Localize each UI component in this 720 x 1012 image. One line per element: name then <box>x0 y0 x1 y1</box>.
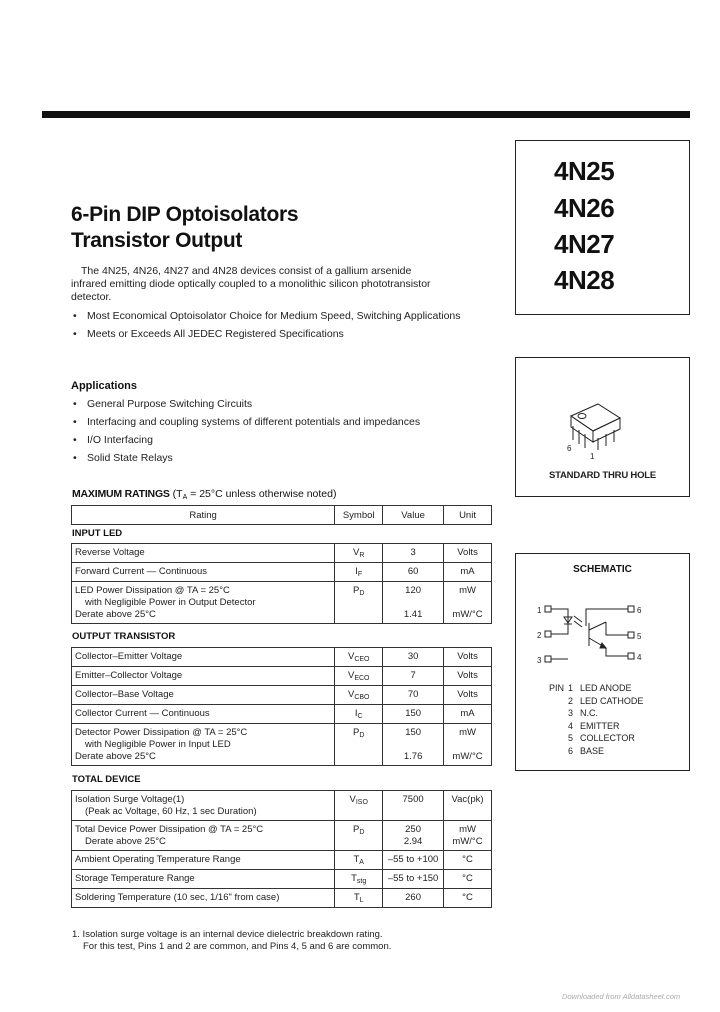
unit-cell <box>444 821 492 851</box>
symbol-text: V <box>347 689 355 700</box>
pin-row <box>549 682 643 695</box>
table-row <box>72 889 492 908</box>
symbol-subscript: stg <box>356 878 367 885</box>
value-cell <box>383 648 444 667</box>
value-text: 60 <box>407 566 419 577</box>
symbol-subscript: CEO <box>354 656 370 663</box>
unit-cell <box>444 563 492 582</box>
applications-heading: Applications <box>71 380 138 392</box>
table-row <box>72 544 492 563</box>
schematic-box <box>515 553 690 771</box>
application-item: • Solid State Relays <box>73 452 173 464</box>
pin-header: PIN <box>549 683 565 693</box>
table-body <box>72 791 492 908</box>
unit-text: mA <box>460 566 475 577</box>
value-cell <box>383 791 444 821</box>
footnote <box>72 929 391 953</box>
pin-number: 2 <box>568 695 574 706</box>
value-text: 120 <box>405 585 422 596</box>
rating-cell <box>72 870 335 889</box>
pin-number: 4 <box>568 720 574 731</box>
unit-text: Volts <box>457 689 478 700</box>
unit-cell <box>444 870 492 889</box>
rating-text: Forward Current — Continuous <box>75 566 207 577</box>
footnote-line: For this test, Pins 1 and 2 are common, and Pins 4, 5 and 6 are common. <box>83 941 392 952</box>
part-number: 4N27 <box>554 229 615 259</box>
table-header-row <box>72 506 492 525</box>
unit-cell <box>444 705 492 724</box>
intro-line: detector. <box>71 291 112 303</box>
pin-row <box>549 745 643 758</box>
value-text: 7 <box>410 670 416 681</box>
max-ratings-title <box>72 488 336 500</box>
unit-cell <box>444 851 492 870</box>
unit-text: mA <box>460 708 475 719</box>
value-cell <box>383 544 444 563</box>
pin-row <box>549 707 643 720</box>
unit-text: mW <box>459 824 476 835</box>
feature-item: • Most Economical Optoisolator Choice for Medium Speed, Switching Applications <box>73 310 461 322</box>
value-text: 3 <box>410 547 416 558</box>
value-cell <box>383 870 444 889</box>
conditions-subscript: A <box>182 494 188 501</box>
part-number-box <box>515 140 690 315</box>
pin-row <box>549 720 643 733</box>
pin-row <box>549 695 643 708</box>
symbol-cell <box>335 667 383 686</box>
value-cell <box>383 889 444 908</box>
application-text: Interfacing and coupling systems of different potentials and impedances <box>87 416 421 428</box>
rating-cell <box>72 544 335 563</box>
symbol-text: I <box>354 708 358 719</box>
rating-text: Isolation Surge Voltage(1) <box>75 794 185 805</box>
rating-text: Collector Current — Continuous <box>75 708 210 719</box>
pin-table <box>549 682 643 757</box>
table-row <box>72 705 492 724</box>
value-cell <box>383 563 444 582</box>
intro-line: The 4N25, 4N26, 4N27 and 4N28 devices consist of a gallium arsenide <box>81 265 412 277</box>
unit-text: mW <box>459 585 476 596</box>
pin-name: COLLECTOR <box>580 733 635 743</box>
value-cell <box>383 705 444 724</box>
rating-text: Storage Temperature Range <box>75 873 195 884</box>
unit-text: °C <box>462 854 473 865</box>
symbol-cell <box>335 648 383 667</box>
application-text: General Purpose Switching Circuits <box>87 398 253 410</box>
application-text: Solid State Relays <box>87 452 173 464</box>
rating-text: LED Power Dissipation @ TA = 25°C <box>75 585 230 596</box>
unit-cell <box>444 791 492 821</box>
pin-name: N.C. <box>580 708 598 718</box>
feature-text: Meets or Exceeds All JEDEC Registered Specifications <box>87 328 344 340</box>
value-text: 150 <box>405 727 422 738</box>
symbol-subscript: ISO <box>355 799 368 806</box>
unit-text: °C <box>462 892 473 903</box>
symbol-subscript: C <box>357 713 363 720</box>
unit-text: mW/°C <box>452 609 483 620</box>
schematic-pin-number: 2 <box>537 631 542 640</box>
conditions-text: = 25°C unless otherwise noted) <box>187 488 337 500</box>
symbol-cell <box>335 705 383 724</box>
schematic-title: SCHEMATIC <box>573 564 632 575</box>
rating-text: with Negligible Power in Output Detector <box>85 597 256 608</box>
rating-cell <box>72 889 335 908</box>
section-label: TOTAL DEVICE <box>72 774 141 785</box>
column-header: Unit <box>444 506 492 525</box>
symbol-cell <box>335 686 383 705</box>
schematic-pin-number: 6 <box>637 606 642 615</box>
part-number: 4N26 <box>554 193 615 223</box>
rating-cell <box>72 667 335 686</box>
table-row <box>72 686 492 705</box>
package-label: STANDARD THRU HOLE <box>548 470 657 481</box>
value-cell <box>383 667 444 686</box>
symbol-cell <box>335 821 383 851</box>
package-pin-label: 6 <box>567 444 572 453</box>
table-row <box>72 667 492 686</box>
symbol-subscript: D <box>359 732 365 739</box>
schematic-pin-number: 5 <box>637 632 642 641</box>
unit-text: Volts <box>457 547 478 558</box>
column-header: Symbol <box>335 506 383 525</box>
symbol-text: P <box>353 585 360 596</box>
symbol-cell <box>335 582 383 624</box>
application-item: • Interfacing and coupling systems of different potentials and impedances <box>73 416 421 428</box>
part-number: 4N28 <box>554 265 615 295</box>
value-text: 1.41 <box>403 609 423 620</box>
symbol-text: T <box>351 873 357 884</box>
value-text: –55 to +100 <box>387 854 439 865</box>
symbol-subscript: D <box>359 829 365 836</box>
rating-cell <box>72 821 335 851</box>
rating-text: Reverse Voltage <box>75 547 145 558</box>
value-text: 2.94 <box>403 836 423 847</box>
symbol-text: V <box>353 547 360 558</box>
unit-text: Volts <box>457 670 478 681</box>
unit-text: Volts <box>457 651 478 662</box>
column-header: Rating <box>72 506 335 525</box>
feature-text: Most Economical Optoisolator Choice for Medium Speed, Switching Applications <box>87 310 461 322</box>
pin-name: BASE <box>580 745 605 756</box>
rating-text: Total Device Power Dissipation @ TA = 25°C <box>75 824 264 835</box>
pin-row <box>549 732 643 745</box>
table-row <box>72 870 492 889</box>
unit-text <box>447 739 488 751</box>
rating-text: Collector–Emitter Voltage <box>75 651 183 662</box>
value-text: 150 <box>405 708 422 719</box>
value-text: 1.76 <box>403 751 423 762</box>
unit-text <box>447 597 488 609</box>
symbol-subscript: ECO <box>354 675 370 682</box>
unit-cell <box>444 686 492 705</box>
table-body <box>72 648 492 766</box>
symbol-text: P <box>352 824 360 835</box>
unit-cell <box>444 667 492 686</box>
rating-cell <box>72 582 335 624</box>
table-row <box>72 582 492 624</box>
symbol-cell <box>335 563 383 582</box>
value-text <box>386 597 440 609</box>
rating-text: Soldering Temperature (10 sec, 1/16" from case) <box>75 892 280 903</box>
unit-text: °C <box>462 873 473 884</box>
watermark: Downloaded from Alldatasheet.com <box>562 992 681 1001</box>
column-header: Value <box>383 506 444 525</box>
value-text: 30 <box>407 651 419 662</box>
value-text: 70 <box>407 689 419 700</box>
intro-line: infrared emitting diode optically coupled to a monolithic silicon phototransistor <box>71 278 431 290</box>
schematic-pin-number: 4 <box>637 653 642 662</box>
rating-text: Ambient Operating Temperature Range <box>75 854 241 865</box>
rating-text: Detector Power Dissipation @ TA = 25°C <box>75 727 248 738</box>
output-transistor-table <box>71 647 492 766</box>
symbol-text: P <box>353 727 360 738</box>
symbol-text: T <box>353 892 360 903</box>
symbol-text: V <box>347 670 355 681</box>
header-rule <box>42 111 690 118</box>
symbol-cell <box>335 544 383 563</box>
pin-name: EMITTER <box>580 720 620 731</box>
value-cell <box>383 686 444 705</box>
unit-text: mW/°C <box>452 836 483 847</box>
unit-cell <box>444 724 492 766</box>
rating-text: Derate above 25°C <box>85 836 166 847</box>
total-device-table <box>71 790 492 908</box>
symbol-subscript: A <box>359 859 364 866</box>
symbol-subscript: L <box>359 897 364 904</box>
rating-cell <box>72 648 335 667</box>
input-led-table <box>71 543 492 624</box>
rating-text: Collector–Base Voltage <box>75 689 174 700</box>
rating-cell <box>72 851 335 870</box>
rating-text: with Negligible Power in Input LED <box>85 739 231 750</box>
unit-cell <box>444 648 492 667</box>
doc-subtitle: Transistor Output <box>71 229 243 252</box>
rating-cell <box>72 686 335 705</box>
symbol-text: T <box>353 854 360 865</box>
ratings-header-table <box>71 505 492 525</box>
rating-cell <box>72 791 335 821</box>
application-item: • I/O Interfacing <box>73 434 153 446</box>
value-text: 260 <box>405 892 421 903</box>
symbol-subscript: F <box>357 571 363 578</box>
value-text <box>386 739 440 751</box>
rating-cell <box>72 724 335 766</box>
schematic-pin-number: 3 <box>537 656 542 665</box>
value-cell <box>383 821 444 851</box>
pin-name: LED ANODE <box>580 683 632 693</box>
schematic-pin-number: 1 <box>537 606 542 615</box>
rating-cell <box>72 563 335 582</box>
max-ratings-heading: MAXIMUM RATINGS <box>72 488 170 500</box>
unit-text: mW/°C <box>452 751 483 762</box>
value-cell <box>383 724 444 766</box>
symbol-cell <box>335 791 383 821</box>
value-cell <box>383 851 444 870</box>
table-row <box>72 563 492 582</box>
application-item: • General Purpose Switching Circuits <box>73 398 253 410</box>
unit-cell <box>444 889 492 908</box>
part-number: 4N25 <box>554 156 615 186</box>
unit-text: Vac(pk) <box>451 794 484 805</box>
feature-item: • Meets or Exceeds All JEDEC Registered Specifications <box>73 328 344 340</box>
table-row <box>72 851 492 870</box>
package-box <box>515 357 690 497</box>
value-text: –55 to +150 <box>387 873 439 884</box>
symbol-cell <box>335 870 383 889</box>
value-text: 250 <box>405 824 421 835</box>
pin-number: 6 <box>568 745 574 756</box>
pin-number: 3 <box>568 708 574 718</box>
pin-name: LED CATHODE <box>580 695 644 706</box>
value-cell <box>383 582 444 624</box>
footnote-line: 1. Isolation surge voltage is an internal device dielectric breakdown rating. <box>72 929 383 940</box>
conditions-text: (T <box>172 488 183 500</box>
doc-title: 6-Pin DIP Optoisolators <box>71 203 299 226</box>
symbol-text: I <box>355 566 358 577</box>
package-pin-label: 1 <box>590 452 595 461</box>
table-row <box>72 648 492 667</box>
symbol-text: V <box>349 794 356 805</box>
rating-text: Derate above 25°C <box>75 609 156 620</box>
rating-text: Derate above 25°C <box>75 751 156 762</box>
section-label: INPUT LED <box>72 528 123 539</box>
symbol-subscript: D <box>359 590 365 597</box>
pin-number: 1 <box>568 683 574 693</box>
symbol-text: V <box>347 651 355 662</box>
symbol-subscript: CBO <box>354 694 370 701</box>
value-text: 7500 <box>402 794 424 805</box>
unit-cell <box>444 544 492 563</box>
table-body <box>72 544 492 624</box>
rating-text: (Peak ac Voltage, 60 Hz, 1 sec Duration) <box>85 806 257 817</box>
unit-text: mW <box>459 727 476 738</box>
schematic-diagram <box>516 554 689 674</box>
table-row <box>72 821 492 851</box>
symbol-cell <box>335 889 383 908</box>
symbol-subscript: R <box>359 552 365 559</box>
symbol-cell <box>335 724 383 766</box>
unit-cell <box>444 582 492 624</box>
pin-number: 5 <box>568 733 574 743</box>
rating-cell <box>72 705 335 724</box>
table-row <box>72 724 492 766</box>
section-label: OUTPUT TRANSISTOR <box>72 631 176 642</box>
table-row <box>72 791 492 821</box>
rating-text: Emitter–Collector Voltage <box>75 670 183 681</box>
application-text: I/O Interfacing <box>87 434 153 446</box>
symbol-cell <box>335 851 383 870</box>
